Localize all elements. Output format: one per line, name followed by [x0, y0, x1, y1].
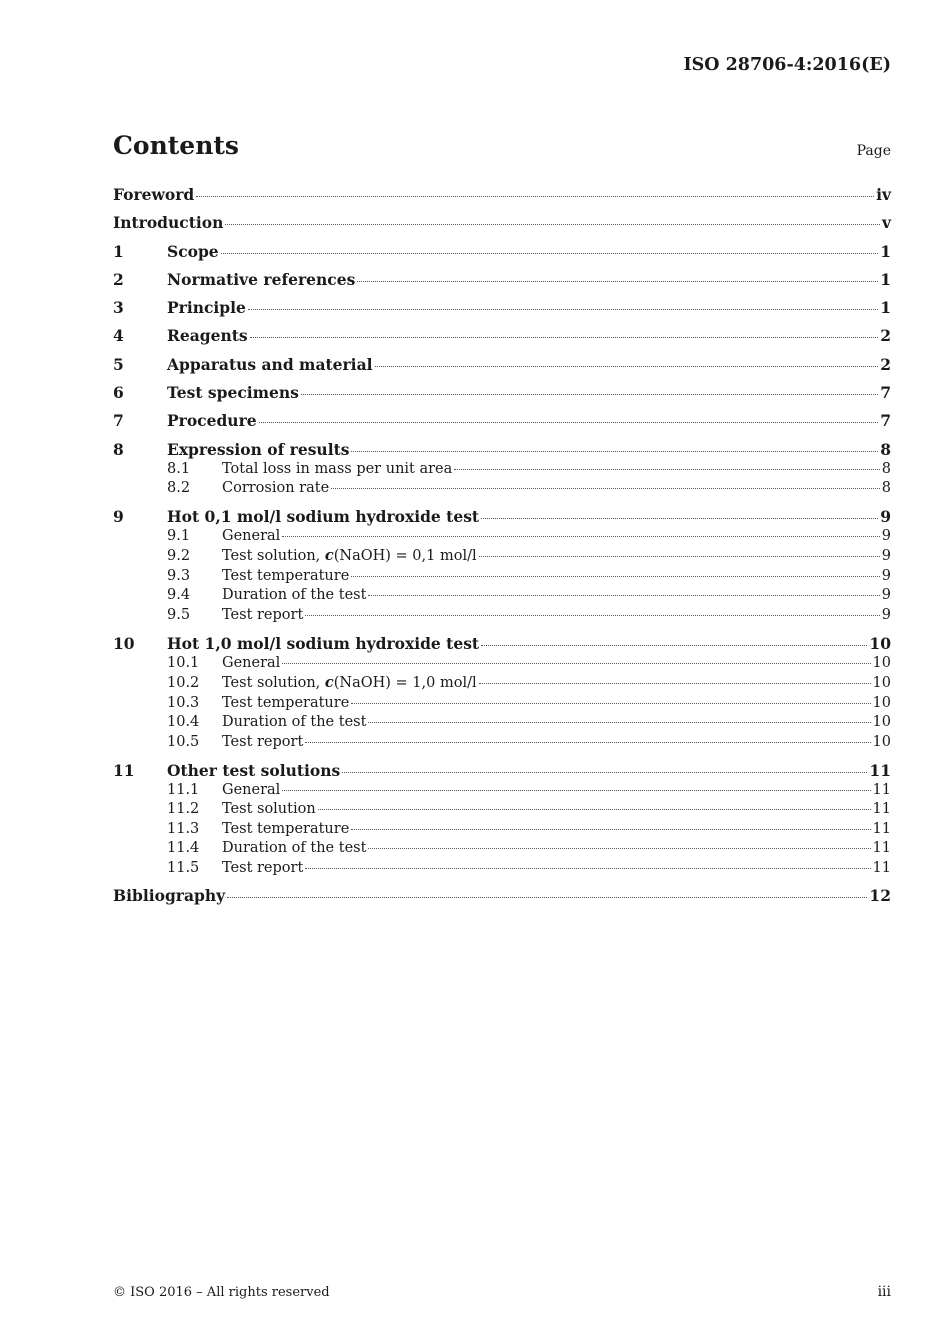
toc-subentry-number: 10.3: [167, 694, 200, 711]
toc-entry[interactable]: [113, 886, 891, 906]
toc-entry[interactable]: [113, 298, 891, 318]
toc-subentry-number: 11.4: [167, 840, 200, 857]
dot-leader: [259, 422, 879, 423]
dot-leader: [351, 576, 879, 577]
toc-subentry-title: Test temperature: [222, 567, 350, 584]
toc-entry-page: 11: [869, 760, 891, 780]
toc-entry-number: 2: [113, 269, 124, 289]
dot-leader: [331, 488, 880, 489]
toc-subentry-page: 10: [872, 733, 891, 750]
toc-entry-page: 7: [880, 411, 891, 431]
toc-subentry-title: Test report: [222, 859, 304, 876]
toc-subentry-title: General: [222, 654, 281, 671]
toc-subentry-number: 11.1: [167, 781, 200, 798]
toc-subentry-title: Total loss in mass per unit area: [222, 460, 453, 477]
toc-subentry-number: 10.2: [167, 675, 200, 692]
toc-subentry-title: [222, 673, 477, 694]
toc-entry-number: 5: [113, 354, 124, 374]
toc-entry[interactable]: [113, 213, 891, 233]
table-of-contents: [113, 185, 891, 906]
toc-entry-number: 3: [113, 298, 124, 318]
toc-entry-page: 2: [880, 326, 891, 346]
toc-subentry-title: Duration of the test: [222, 714, 367, 731]
toc-entry-page: 7: [880, 383, 891, 403]
toc-subentry[interactable]: [113, 460, 891, 480]
dot-leader: [305, 868, 870, 869]
toc-subentry-page: 11: [872, 801, 891, 818]
toc-subentry-number: 8.1: [167, 460, 191, 477]
toc-subentry-page: 9: [881, 606, 891, 623]
dot-leader: [196, 196, 874, 197]
toc-entry-number: 8: [113, 439, 124, 459]
toc-entry-title: Expression of results: [167, 439, 350, 459]
toc-entry-title: Principle: [167, 298, 246, 318]
toc-subentry-page: 11: [872, 840, 891, 857]
toc-entry-title: Procedure: [167, 411, 257, 431]
toc-subentry-number: 11.2: [167, 801, 200, 818]
toc-subentry-number: 9.4: [167, 587, 191, 604]
toc-entry[interactable]: [113, 411, 891, 431]
dot-leader: [368, 722, 870, 723]
toc-subentry-title: Test report: [222, 606, 304, 623]
toc-subentry[interactable]: [113, 839, 891, 859]
toc-entry-page: 1: [880, 298, 891, 318]
toc-entry-number: 4: [113, 326, 124, 346]
toc-subentry[interactable]: [113, 694, 891, 714]
toc-subentry[interactable]: [113, 479, 891, 499]
toc-entry[interactable]: [113, 185, 891, 205]
toc-subentry-title: General: [222, 781, 281, 798]
toc-entry[interactable]: [113, 270, 891, 290]
title-prefix: Test solution,: [222, 675, 325, 692]
toc-entry-number: 1: [113, 241, 124, 261]
toc-subentry[interactable]: [113, 606, 891, 626]
toc-entry[interactable]: [113, 634, 891, 654]
toc-subentry[interactable]: [113, 713, 891, 733]
toc-subentry-page: 9: [881, 567, 891, 584]
toc-entry-title: Apparatus and material: [167, 354, 373, 374]
toc-subentry-title: Duration of the test: [222, 840, 367, 857]
toc-entry[interactable]: [113, 242, 891, 262]
dot-leader: [225, 224, 880, 225]
toc-subentry[interactable]: [113, 781, 891, 801]
dot-leader: [318, 809, 871, 810]
page-number: iii: [877, 1284, 891, 1300]
toc-subentry-page: 9: [881, 548, 891, 565]
dot-leader: [227, 897, 867, 898]
toc-subentry[interactable]: [113, 733, 891, 753]
toc-subentry-page: 10: [872, 694, 891, 711]
toc-subentry-page: 11: [872, 781, 891, 798]
toc-entry-title: Foreword: [113, 185, 195, 204]
dot-leader: [481, 518, 878, 519]
toc-subentry-page: 11: [872, 820, 891, 837]
toc-entry-page: 10: [869, 633, 891, 653]
dot-leader: [479, 683, 871, 684]
toc-subentry[interactable]: [113, 586, 891, 606]
dot-leader: [454, 469, 879, 470]
toc-subentry[interactable]: [113, 820, 891, 840]
toc-entry-title: Test specimens: [167, 383, 299, 403]
toc-subentry-number: 8.2: [167, 480, 191, 497]
dot-leader: [357, 281, 878, 282]
toc-entry[interactable]: [113, 383, 891, 403]
toc-entry-title: Hot 0,1 mol/l sodium hydroxide test: [167, 506, 480, 526]
toc-subentry-number: 9.2: [167, 548, 191, 565]
dot-leader: [282, 536, 879, 537]
dot-leader: [301, 394, 878, 395]
dot-leader: [305, 615, 879, 616]
dot-leader: [368, 848, 870, 849]
toc-subentry-page: 10: [872, 714, 891, 731]
dot-leader: [375, 366, 879, 367]
toc-entry[interactable]: [113, 355, 891, 375]
toc-entry[interactable]: [113, 507, 891, 527]
title-suffix: (NaOH) = 1,0 mol/l: [333, 675, 477, 692]
toc-entry[interactable]: [113, 326, 891, 346]
toc-entry-title: Other test solutions: [167, 760, 341, 780]
toc-subentry-number: 11.3: [167, 820, 200, 837]
dot-leader: [368, 595, 879, 596]
toc-subentry-page: 9: [881, 527, 891, 544]
dot-leader: [221, 253, 879, 254]
page-column-label: Page: [856, 143, 891, 159]
toc-entry-number: 9: [113, 506, 124, 526]
toc-subentry-title: General: [222, 527, 281, 544]
dot-leader: [481, 645, 867, 646]
toc-subentry-page: 9: [881, 587, 891, 604]
dot-leader: [342, 772, 867, 773]
dot-leader: [479, 556, 880, 557]
toc-entry-title: Reagents: [167, 326, 248, 346]
toc-subentry-number: 9.3: [167, 567, 191, 584]
document-id: ISO 28706-4:2016(E): [683, 55, 891, 75]
toc-subentry[interactable]: [113, 567, 891, 587]
toc-entry-title: Normative references: [167, 269, 356, 289]
dot-leader: [248, 309, 878, 310]
toc-entry-page: 9: [880, 506, 891, 526]
toc-subentry-number: 10.4: [167, 714, 200, 731]
toc-subentry-number: 11.5: [167, 859, 200, 876]
toc-subentry-page: 10: [872, 675, 891, 692]
dot-leader: [282, 663, 870, 664]
toc-entry-page: 1: [880, 269, 891, 289]
toc-subentry[interactable]: [113, 546, 891, 567]
dot-leader: [351, 703, 870, 704]
toc-subentry[interactable]: [113, 527, 891, 547]
toc-subentry-title: Test report: [222, 733, 304, 750]
toc-entry-page: 2: [880, 354, 891, 374]
copyright-notice: © ISO 2016 – All rights reserved: [113, 1285, 330, 1300]
toc-subentry-page: 8: [881, 460, 891, 477]
toc-entry-title: Scope: [167, 241, 219, 261]
toc-entry-page: iv: [876, 185, 891, 204]
toc-subentry-number: 10.1: [167, 654, 200, 671]
toc-entry-number: 11: [113, 760, 135, 780]
toc-entry-title: Bibliography: [113, 886, 226, 906]
dot-leader: [250, 337, 879, 338]
toc-subentry-page: 10: [872, 654, 891, 671]
concentration-symbol: c: [324, 547, 334, 565]
toc-subentry-title: [222, 546, 477, 567]
toc-subentry-number: 9.1: [167, 527, 191, 544]
title-suffix: (NaOH) = 0,1 mol/l: [333, 548, 477, 565]
dot-leader: [305, 742, 870, 743]
toc-subentry[interactable]: [113, 673, 891, 694]
toc-subentry-number: 9.5: [167, 606, 191, 623]
toc-subentry-page: 8: [881, 480, 891, 497]
toc-subentry-title: Test temperature: [222, 694, 350, 711]
concentration-symbol: c: [324, 674, 334, 692]
toc-entry-number: 7: [113, 411, 124, 431]
toc-entry-page: 1: [880, 241, 891, 261]
toc-subentry-title: Test solution: [222, 801, 316, 818]
toc-entry[interactable]: [113, 440, 891, 460]
dot-leader: [351, 451, 878, 452]
title-prefix: Test solution,: [222, 548, 325, 565]
toc-subentry-title: Corrosion rate: [222, 480, 330, 497]
toc-entry-number: 6: [113, 383, 124, 403]
dot-leader: [282, 790, 870, 791]
dot-leader: [351, 829, 870, 830]
toc-subentry-number: 10.5: [167, 733, 200, 750]
toc-entry-page: 12: [869, 886, 891, 906]
toc-subentry[interactable]: [113, 654, 891, 674]
toc-entry-page: 8: [880, 439, 891, 459]
toc-subentry[interactable]: [113, 859, 891, 879]
page-title: Contents: [113, 131, 240, 160]
toc-entry-number: 10: [113, 633, 135, 653]
toc-entry[interactable]: [113, 761, 891, 781]
toc-entry-title: Introduction: [113, 213, 224, 233]
toc-entry-page: v: [881, 213, 891, 233]
toc-subentry[interactable]: [113, 800, 891, 820]
toc-subentry-page: 11: [872, 859, 891, 876]
toc-entry-title: Hot 1,0 mol/l sodium hydroxide test: [167, 633, 480, 653]
toc-subentry-title: Duration of the test: [222, 587, 367, 604]
toc-subentry-title: Test temperature: [222, 820, 350, 837]
